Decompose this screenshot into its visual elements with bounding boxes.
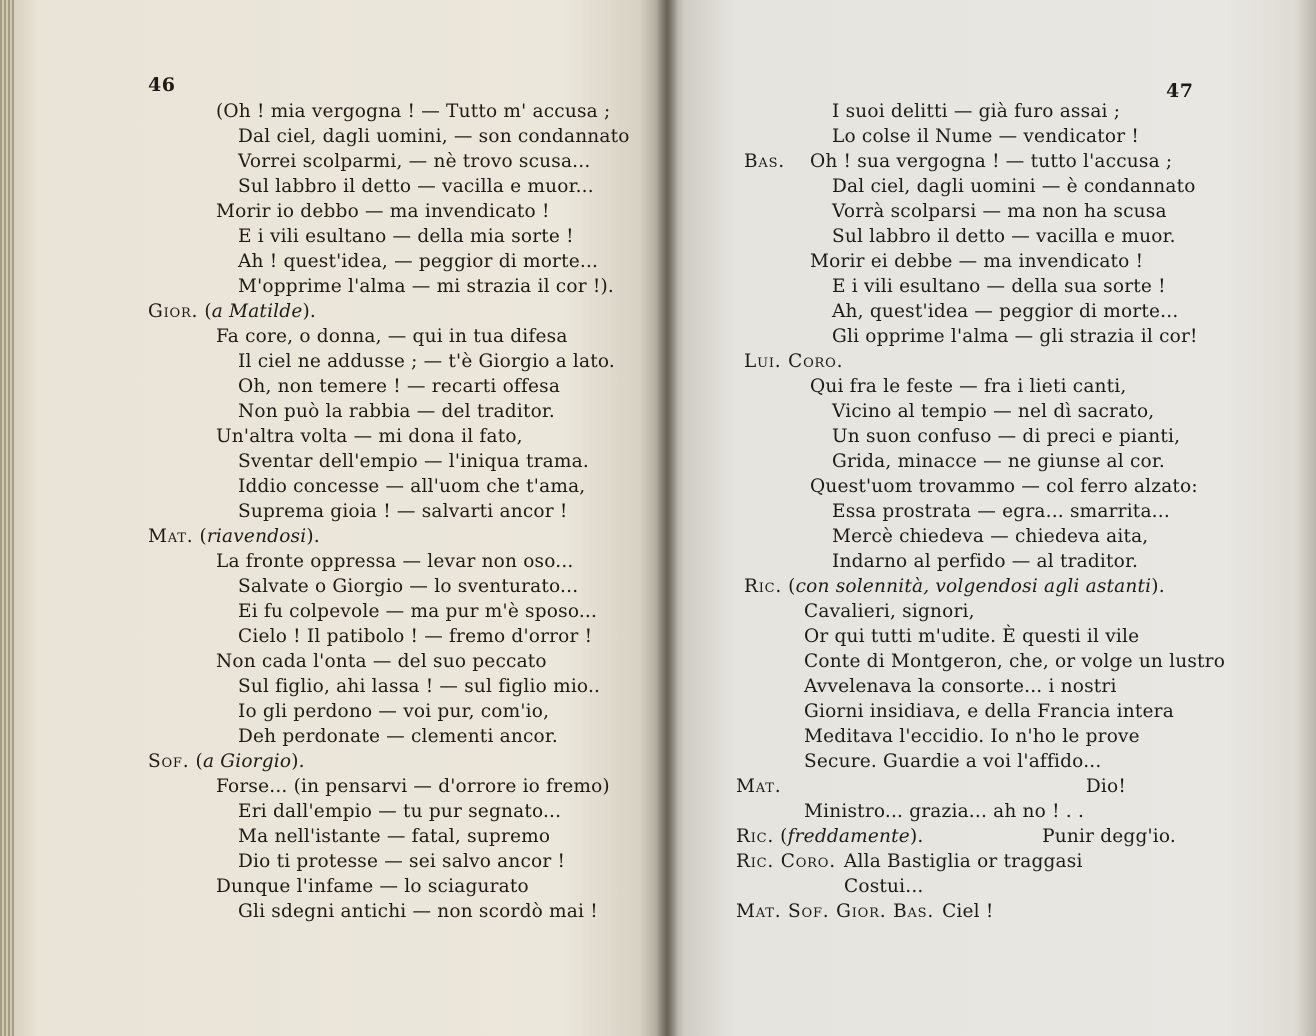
verse-line: Suprema gioia ! — salvarti ancor !	[238, 501, 568, 522]
verse-line: Io gli perdono — voi pur, com'io,	[238, 701, 550, 722]
verse-line: Morir io debbo — ma invendicato !	[216, 201, 550, 222]
verse-line: Qui fra le feste — fra i lieti canti,	[810, 376, 1127, 397]
verse-line: Vorrà scolparsi — ma non ha scusa	[832, 201, 1167, 222]
verse-line: Ah ! quest'idea, — peggior di morte...	[238, 251, 599, 272]
speaker-name: Bas.	[744, 151, 785, 172]
verse-line: Sul figlio, ahi lassa ! — sul figlio mio..	[238, 676, 601, 697]
verse-line: Non cada l'onta — del suo peccato	[216, 651, 547, 672]
stage-direction: a Giorgio	[202, 751, 292, 772]
verse-line: Dal ciel, dagli uomini, — son condannato	[238, 126, 630, 147]
verse-line: Or qui tutti m'udite. È questi il vile	[804, 626, 1140, 647]
verse-line: Vorrei scolparmi, — nè trovo scusa...	[238, 151, 591, 172]
verse-line: La fronte oppressa — levar non oso...	[216, 551, 574, 572]
verse-line: E i vili esultano — della mia sorte !	[238, 226, 574, 247]
verse-line: E i vili esultano — della sua sorte !	[832, 276, 1166, 297]
speaker-line: Mat. (riavendosi).	[148, 526, 320, 547]
speaker-line: Mat. Sof. Gior. Bas. Ciel !	[736, 901, 994, 922]
speaker-line: Ric. (freddamente). Punir degg'io.	[736, 826, 1176, 847]
speaker-name: Gior.	[148, 301, 199, 322]
stage-direction: con solennità, volgendosi agli astanti	[795, 576, 1152, 597]
stage-direction: a Matilde	[211, 301, 303, 322]
verse-line: (Oh ! mia vergogna ! — Tutto m' accusa ;	[216, 101, 611, 122]
verse-line: Avvelenava la consorte... i nostri	[804, 676, 1117, 697]
verse-line: M'opprime l'alma — mi strazia il cor !).	[238, 276, 614, 297]
speaker-line	[736, 775, 1126, 799]
verse-line: Indarno al perfido — al traditor.	[832, 551, 1139, 572]
verse-line: Grida, minacce — ne giunse al cor.	[832, 451, 1165, 472]
verse-line: Giorni insidiava, e della Francia intera	[804, 701, 1174, 722]
verse-line: Cavalieri, signori,	[804, 601, 975, 622]
verse-fragment: Dio!	[1085, 776, 1126, 797]
verse-line: Iddio concesse — all'uom che t'ama,	[238, 476, 586, 497]
verse-line: Ma nell'istante — fatal, supremo	[238, 826, 551, 847]
verse-line: Eri dall'empio — tu pur segnato...	[238, 801, 562, 822]
verse-line: Meditava l'eccidio. Io n'ho le prove	[804, 726, 1140, 747]
speaker-name: Sof.	[148, 751, 190, 772]
verse-line: Essa prostrata — egra... smarrita...	[832, 501, 1170, 522]
verse-fragment: Punir degg'io.	[1042, 826, 1176, 847]
verse-line: Il ciel ne addusse ; — t'è Giorgio a lato.	[238, 351, 615, 372]
verse-line: Morir ei debbe — ma invendicato !	[810, 251, 1144, 272]
speaker-name: Ric.	[736, 826, 775, 847]
speaker-line: Bas. Oh ! sua vergogna ! — tutto l'accusa ;	[744, 151, 1173, 172]
verse-line: Deh perdonate — clementi ancor.	[238, 726, 558, 747]
page-edges	[0, 0, 14, 1036]
verse-line: Fa core, o donna, — qui in tua difesa	[216, 326, 568, 347]
speaker-line: Ric. (con solennità, volgendosi agli astanti).	[744, 576, 1165, 597]
stage-direction: freddamente	[787, 826, 910, 847]
speaker-name: Mat.	[736, 776, 782, 797]
speaker-name: Ric.	[744, 576, 783, 597]
verse-line: Quest'uom trovammo — col ferro alzato:	[810, 476, 1198, 497]
verse-line: Oh, non temere ! — recarti offesa	[238, 376, 561, 397]
verse-line: Gli sdegni antichi — non scordò mai !	[238, 901, 598, 922]
page-number-left: 46	[148, 74, 176, 96]
verse-line: Forse... (in pensarvi — d'orrore io fremo)	[216, 776, 610, 797]
speaker-line: Ric. Coro. Alla Bastiglia or traggasi	[736, 851, 1083, 872]
verse-line: Costui...	[844, 876, 924, 897]
verse-line: Mercè chiedeva — chiedeva aita,	[832, 526, 1149, 547]
speaker-name: Ric. Coro.	[736, 851, 836, 872]
verse-line: Un'altra volta — mi dona il fato,	[216, 426, 523, 447]
speaker-name: Mat. Sof. Gior. Bas.	[736, 901, 935, 922]
right-page	[666, 0, 1316, 1036]
stage-direction: riavendosi	[206, 526, 307, 547]
verse-line: Ei fu colpevole — ma pur m'è sposo...	[238, 601, 598, 622]
speaker-line	[744, 350, 843, 374]
speaker-name: Mat.	[148, 526, 194, 547]
verse-line: Secure. Guardie a voi l'affido...	[804, 751, 1102, 772]
verse-line: Ah, quest'idea — peggior di morte...	[832, 301, 1179, 322]
speaker-line: Gior. (a Matilde).	[148, 301, 316, 322]
verse-line: Un suon confuso — di preci e pianti,	[832, 426, 1181, 447]
verse-line: Conte di Montgeron, che, or volge un lustro	[804, 651, 1226, 672]
verse-line: Vicino al tempio — nel dì sacrato,	[832, 401, 1155, 422]
verse-line: Sul labbro il detto — vacilla e muor...	[238, 176, 594, 197]
verse-line: Gli opprime l'alma — gli strazia il cor!	[832, 326, 1198, 347]
speaker-line: Sof. (a Giorgio).	[148, 751, 305, 772]
speaker-name: Lui. Coro.	[744, 351, 844, 372]
verse-line: Sul labbro il detto — vacilla e muor.	[832, 226, 1176, 247]
page-number-right: 47	[1166, 80, 1194, 102]
verse-line: Lo colse il Nume — vendicator !	[832, 126, 1140, 147]
verse-line: Non può la rabbia — del traditor.	[238, 401, 556, 422]
verse-line: Salvate o Giorgio — lo sventurato...	[238, 576, 579, 597]
verse-line: Ministro... grazia... ah no ! . .	[804, 801, 1085, 822]
verse-line: Dio ti protesse — sei salvo ancor !	[238, 851, 566, 872]
verse-line: Dal ciel, dagli uomini — è condannato	[832, 176, 1196, 197]
verse-line: Dunque l'infame — lo sciagurato	[216, 876, 529, 897]
verse-line: I suoi delitti — già furo assai ;	[832, 101, 1121, 122]
verse-line: Sventar dell'empio — l'iniqua trama.	[238, 451, 589, 472]
book-gutter	[656, 0, 678, 1036]
verse-line: Cielo ! Il patibolo ! — fremo d'orror !	[238, 626, 593, 647]
